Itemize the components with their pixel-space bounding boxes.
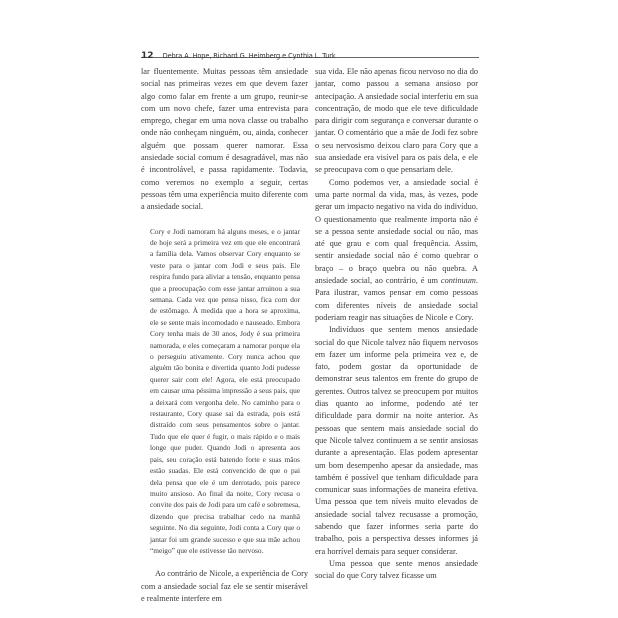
body-paragraph: lar fluentemente. Muitas pessoas têm ansiedade social nas primeiras vezes em que devem fazer algo como falar em frente a um grupo, reunir-se com um novo chefe, fazer uma entrevista para emprego, chegar em uma nova classe ou trabalho onde não conheçam ninguém, ou, ainda, conhecer alguém que possam querer namorar. Essa ansiedade social comum é desagradável, mas não é incontrolável, e passa rapidamente. Todavia, como veremos no exemplo a seguir, certas pessoas têm uma experiência muito diferente com a ansiedade social. (141, 67, 308, 212)
authors-line: Debra A. Hope, Richard G. Heimberg e Cynthia L. Turk (162, 52, 336, 60)
left-column (141, 66, 308, 605)
body-paragraph: sua vida. Ele não apenas ficou nervoso no dia do jantar, como passou a semana ansioso por antecipação. A ansiedade social interferiu em sua concentração, de modo que ele teve dificuldade para dirigir com segurança e conversar durante o jantar. O comentário que a mãe de Jodi fez sobre o seu nervosismo deixou claro para Cory que a sua ansiedade era visível para os pais dela, e ele se preocupava com o que pensariam dele. (315, 67, 478, 175)
text-span: . Para ilustrar, vamos pensar em como pessoas com diferentes níveis de ansiedade social poderiam reagir nas situações de Nicole e Cory. (315, 276, 478, 322)
body-paragraph: Ao contrário de Nicole, a experiência de Cory com a ansiedade social faz ele se sentir miserável e realmente interfere em (141, 569, 308, 603)
italic-term: continuum (440, 276, 476, 286)
page-number: 12 (141, 51, 154, 61)
case-example-quote: Cory e Jodi namoram há alguns meses, e o jantar de hoje será a primeira vez em que ele encontrará a família dela. Vamos observar Cory enquanto se veste para o jantar com Jodi e seus pais. Ele respira fundo para aliviar a tensão, enquanto pensa que a preocupação com esse jantar arruinou a sua semana. Cada vez que pensa nisso, fica com dor de estômago. À medida que a hora se aproxima, ele se sente mais incomodado e nauseado. Embora Cory tenha mais de 30 anos, Jody é sua primeira namorada, e eles começaram a namorar porque ela o perseguiu ativamente. Cory nunca achou que alguém tão bonita e divertida quanto Jodi pudesse querer sair com ele! Agora, ele está preocupado em causar uma péssima impressão a seus pais, que a deixará com vergonha dele. No caminho para o restaurante, Cory quase sai da estrada, pois está distraído com seus pensamentos sobre o jantar. Tudo que ele quer é fugir, o mais rápido e o mais longe que puder. Quando Jodi o apresenta aos pais, seu coração está batendo forte e suas mãos estão suadas. Ele está convencido de que o pai dela pensa que ele é um derrotado, pois parece muito ansioso. Ao final da noite, Cory recusa o convite dos pais de Jodi para um café e sobremesa, dizendo que precisa trabalhar cedo na manhã seguinte. No dia seguinte, Jodi conta a Cory que o jantar foi um grande sucesso e que sua mãe achou “meigo” que ele estivesse tão nervoso. (150, 226, 300, 555)
running-header (141, 43, 479, 61)
body-paragraph (315, 177, 478, 325)
body-paragraph: Indivíduos que sentem menos ansiedade social do que Nicole talvez não fiquem nervosos em fazer um informe pela primeira vez e, de fato, podem gostar da oportunidade de demonstrar seus talentos em frente do grupo de gerentes. Outros talvez se preocupem por muitos dias quanto ao informe, podendo até ter dificuldade para dormir na noite anterior. As pessoas que sentem mais ansiedade social do que Nicole talvez continuem a se sentir ansiosas durante a apresentação. Elas podem apresentar um bom desempenho apesar da ansiedade, mas também é possível que tenham dificuldade para comunicar suas informações de maneira efetiva. Uma pessoa que tem níveis muito elevados de ansiedade social talvez recusasse a promoção, sabendo que fazer informes seria parte do trabalho, pois a perspectiva desses informes já era horrível demais para sequer considerar. (315, 325, 478, 556)
right-column (315, 66, 478, 582)
text-span: Como podemos ver, a ansiedade social é uma parte normal da vida, mas, às vezes, pode gerar um impacto negativo na vida do indivíduo. O questionamento que realmente importa não é se a pessoa sente ansiedade social ou não, mas até que grau e com qual frequência. Assim, sentir ansiedade social não é como quebrar o braço – o braço quebra ou não quebra. A ansiedade social, ao contrário, é um (315, 177, 478, 286)
body-paragraph: Uma pessoa que sente menos ansiedade social do que Cory talvez ficasse um (315, 558, 478, 581)
